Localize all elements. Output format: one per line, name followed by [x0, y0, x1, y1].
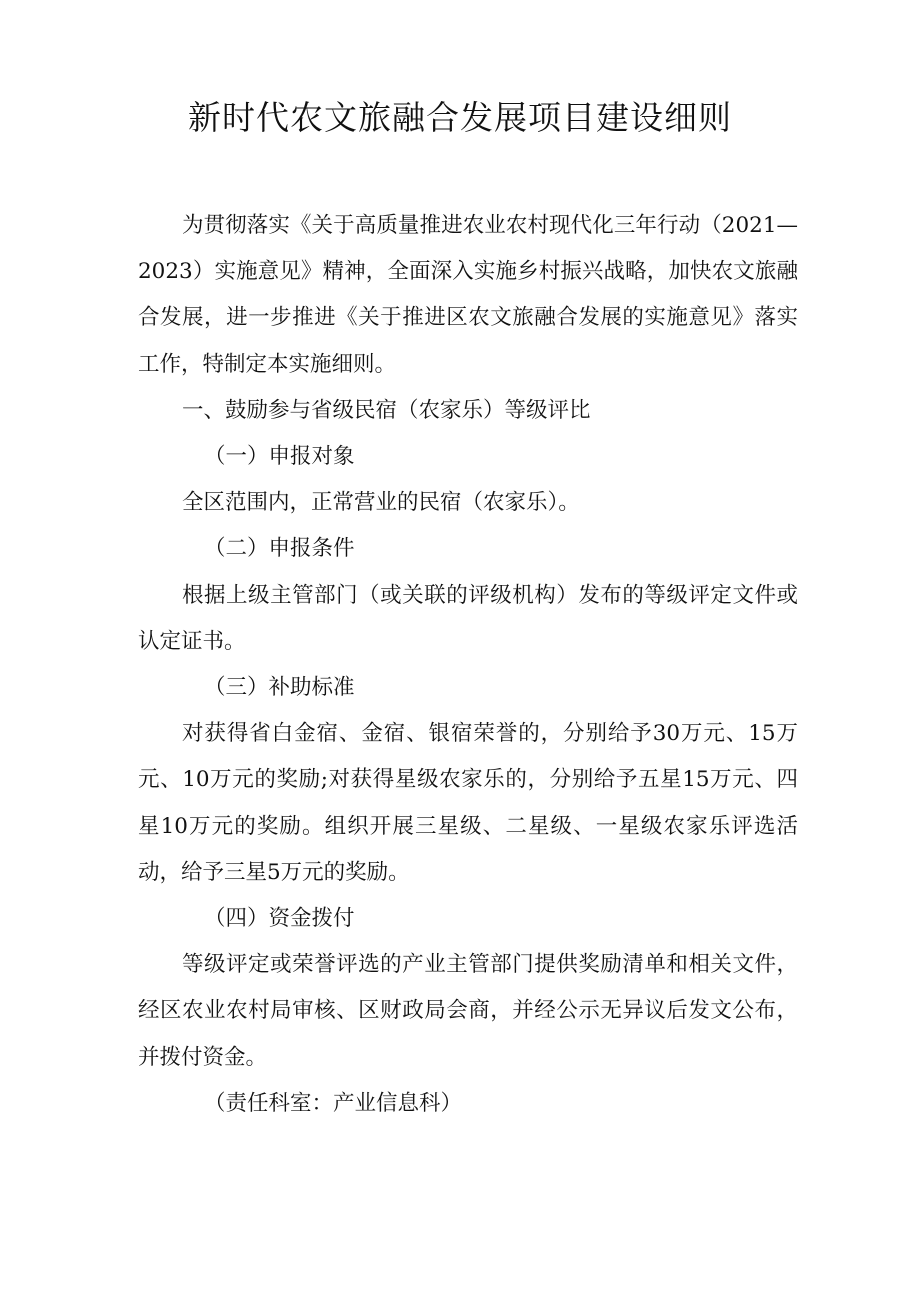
- subsection-heading-3: （三）补助标准: [204, 675, 355, 701]
- responsible-office: （责任科室：产业信息科）: [204, 1090, 463, 1116]
- subsection-text-4: 等级评定或荣誉评选的产业主管部门提供奖励清单和相关文件，经区农业农村局审核、区财政局会商，并经公示无异议后发文公布，并拨付资金。: [138, 952, 798, 1070]
- subsection-text-2: 根据上级主管部门（或关联的评级机构）发布的等级评定文件或认定证书。: [138, 582, 798, 654]
- section-heading: 一、鼓励参与省级民宿（农家乐）等级评比: [182, 397, 591, 423]
- document-title: 新时代农文旅融合发展项目建设细则: [188, 98, 732, 137]
- subsection-heading-1: （一）申报对象: [204, 444, 355, 470]
- document-body: [138, 203, 798, 1127]
- subsection-text-3: 对获得省白金宿、金宿、银宿荣誉的，分别给予30万元、15万元、10万元的奖励;对获得星级农家乐的，分别给予五星15万元、四星10万元的奖励。组织开展三星级、二星级、一星级农家乐评选活动，给予三星5万元的奖励。: [138, 721, 798, 885]
- subsection-text-1: 全区范围内，正常营业的民宿（农家乐）。: [182, 490, 580, 516]
- intro-paragraph: 为贯彻落实《关于高质量推进农业农村现代化三年行动（2021—2023）实施意见》精神，全面深入实施乡村振兴战略，加快农文旅融合发展，进一步推进《关于推进区农文旅融合发展的实施意见》落实工作，特制定本实施细则。: [138, 213, 798, 377]
- subsection-heading-2: （二）申报条件: [204, 536, 355, 562]
- subsection-heading-4: （四）资金拨付: [204, 906, 355, 932]
